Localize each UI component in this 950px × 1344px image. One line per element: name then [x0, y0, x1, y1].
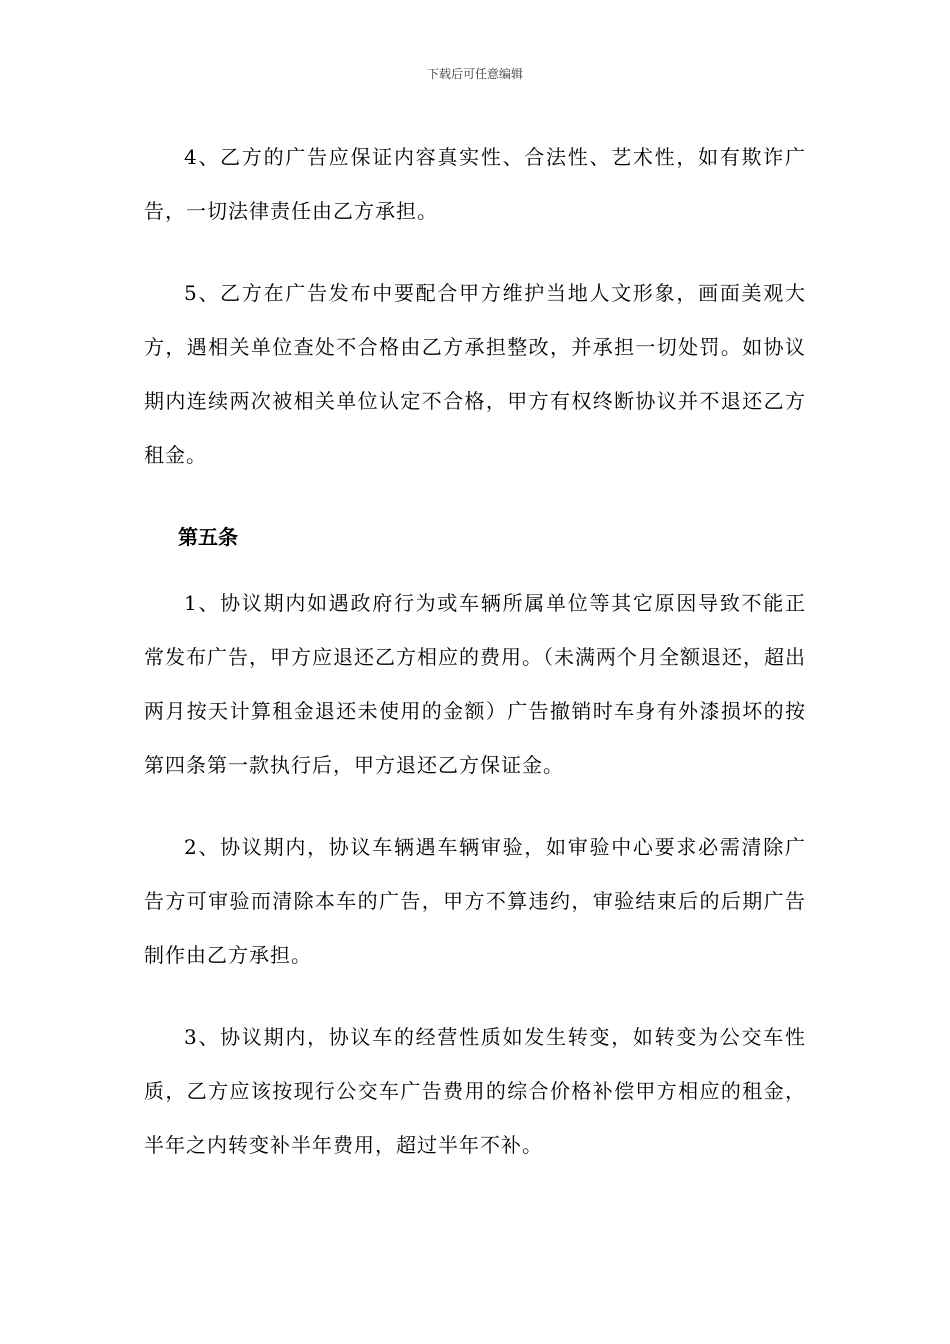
article-5-clause-2: 2、协议期内，协议车辆遇车辆审验，如审验中心要求必需清除广告方可审验而清除本车的广告，甲方不算违约，审验结束后的后期广告制作由乙方承担。: [144, 835, 806, 967]
paragraph-gap: [144, 238, 806, 266]
paragraph-gap: [144, 564, 806, 576]
article-5-heading: 第五条: [178, 525, 238, 549]
paragraph-gap: [144, 982, 806, 1010]
page-header: 下载后可任意编辑: [426, 67, 523, 81]
document-body: [144, 130, 806, 1172]
article-5-clause-1: 1、协议期内如遇政府行为或车辆所属单位等其它原因导致不能正常发布广告，甲方应退还乙方相应的费用。（未满两个月全额退还，超出两月按天计算租金退还未使用的金额）广告撤销时车身有外漆损坏的按第四条第一款执行后，甲方退还乙方保证金。: [144, 591, 806, 777]
paragraph-gap: [144, 792, 806, 820]
paragraph-gap: [144, 482, 806, 510]
article-5-clause-3: 3、协议期内，协议车的经营性质如发生转变，如转变为公交车性质，乙方应该按现行公交车广告费用的综合价格补偿甲方相应的租金，半年之内转变补半年费用，超过半年不补。: [144, 1025, 806, 1157]
clause-5: 5、乙方在广告发布中要配合甲方维护当地人文形象，画面美观大方，遇相关单位查处不合格由乙方承担整改，并承担一切处罚。如协议期内连续两次被相关单位认定不合格，甲方有权终断协议并不退还乙方租金。: [144, 281, 806, 467]
clause-4: 4、乙方的广告应保证内容真实性、合法性、艺术性，如有欺诈广告，一切法律责任由乙方承担。: [144, 145, 806, 223]
